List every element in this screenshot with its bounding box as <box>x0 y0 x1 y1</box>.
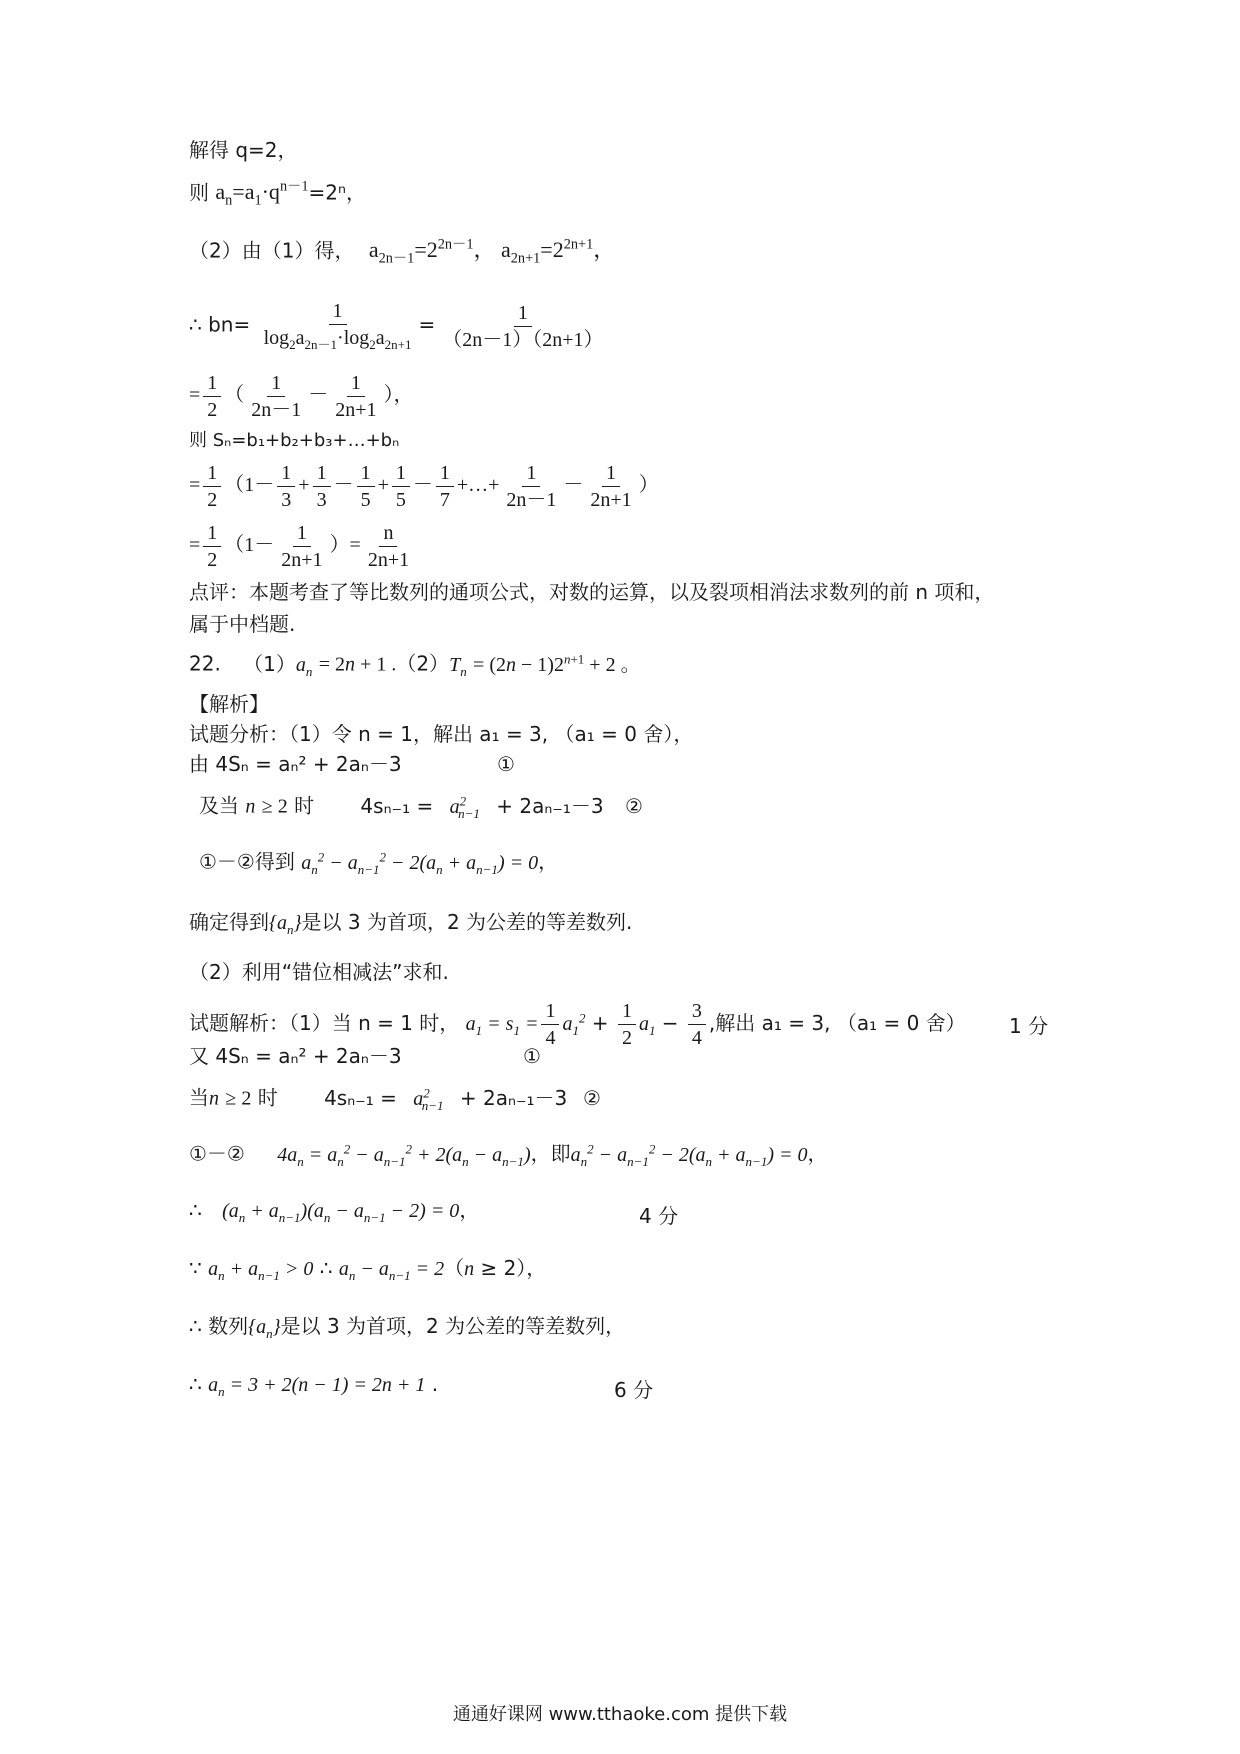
analysis-line: 试题分析：（1）令 n = 1，解出 a₁ = 3, （a₁ = 0 舍）， <box>189 722 694 746</box>
analysis-line: 及当 n ≥ 2 时 $4s_{n-1} = a^2_{n-1} + 2a_{n-1}-3$ <box>199 793 604 821</box>
solution-line: ∴ 数列$\{a_n\}$是以 3 为首项，2 为公差的等差数列， <box>189 1314 626 1341</box>
question-22-answer: 22. $(1)a_n = 2n + 1$ $.(2)T_n = (2n - 1)2^{n+1} + 2$ 。 <box>189 651 641 679</box>
page-footer: 通通好课网 www.tthaoke.com 提供下载 <box>452 1704 788 1725</box>
text-line: 解得 q=2， <box>189 138 298 162</box>
analysis-line: ①－②得到 $a_n^2 - a_{n-1}^2 - 2(a_n + a_{n-1}) = 0$， <box>199 849 559 877</box>
formula-split: = $\frac{1}{2}$ （ $\frac{1}{2n-1}$ － $\frac{1}{2n+1}$ ）， <box>189 372 414 421</box>
formula-an: 则 $a_n=a_1\cdot q^{n-1}=2^n$， <box>189 179 366 209</box>
circled-number: ① <box>497 752 515 776</box>
circled-number: ② <box>625 794 643 818</box>
solution-line: 又 4Sₙ = aₙ² + 2aₙ－3 <box>189 1044 402 1068</box>
analysis-line: 由 4Sₙ = aₙ² + 2aₙ－3 <box>189 752 402 776</box>
circled-number: ① <box>523 1044 541 1068</box>
analysis-line: （2）利用“错位相减法”求和. <box>189 960 449 984</box>
solution-line: 试题解析：（1）当 n = 1 时， $a_1 = s_1$ = $\frac{1}{4}$ $a_1^2$ + $\frac{1}{2}$ $a_1$ − $\frac{3}{4}$ ,解出 a₁ = 3, （a₁ = 0 舍） <box>189 1000 966 1049</box>
solution-line: ∴ $(a_n + a_{n-1})(a_n - a_{n-1} - 2) = 0$， <box>189 1198 480 1225</box>
solution-line: ∵ $a_n + a_{n-1} > 0$ ∴ $a_n - a_{n-1} = 2(n \ge 2)$， <box>189 1256 547 1283</box>
score: 1 分 <box>1009 1014 1049 1038</box>
formula-bn: ∴ bn= $\frac{1}{\log_2a_{2n-1}\cdot\log_2a_{2n+1}}$ = $\frac{1}{(2n-1)(2n+1)}$ <box>189 300 611 352</box>
section-heading: 【解析】 <box>189 692 269 716</box>
solution-line: ∴ $a_n = 3 + 2(n - 1) = 2n + 1$ . <box>189 1372 439 1399</box>
solution-line: 当n ≥ 2 时 $4s_{n-1} = a^2_{n-1} + 2a_{n-1}-3$ <box>189 1085 568 1113</box>
fraction: $\frac{1}{(2n-1)(2n+1)}$ <box>442 301 604 351</box>
score: 6 分 <box>614 1378 654 1402</box>
formula-a2n: （2）由（1）得， $a_{2n-1}=2^{2n-1}$， $a_{2n+1}=2^{2n+1}$， <box>189 237 616 267</box>
comment-line: 点评：本题考查了等比数列的通项公式，对数的运算，以及裂项相消法求数列的前 n 项和， <box>189 580 995 604</box>
analysis-line: 确定得到$\{a_n\}$是以 3 为首项，2 为公差的等差数列. <box>189 910 633 937</box>
comment-line: 属于中档题. <box>189 612 296 636</box>
fraction: $\frac{1}{\log_2a_{2n-1}\cdot\log_2a_{2n+1}}$ <box>263 300 412 352</box>
sum-definition: 则 Sₙ=b₁+b₂+b₃+…+bₙ <box>189 430 400 451</box>
score: 4 分 <box>639 1204 679 1228</box>
formula-result: = $\frac{1}{2}$ （1－ $\frac{1}{2n+1}$ ）= $\frac{n}{2n+1}$ <box>189 522 410 571</box>
formula-sum: = $\frac{1}{2}$ （1－ $\frac{1}{3}$ + $\frac{1}{3}$ － $\frac{1}{5}$ + $\frac{1}{5}$ － $\frac{1}{7}$ +…+ $\frac{1}{2n-1}$ － $\frac{1}{2n+1}$ ） <box>189 462 659 511</box>
circled-number: ② <box>583 1086 601 1110</box>
solution-line: ①－② $4a_n = a_n^2 - a_{n-1}^2 + 2(a_n - a_{n-1})$，即$a_n^2 - a_{n-1}^2 - 2(a_n + a_{n-1}) = 0$， <box>189 1141 828 1169</box>
